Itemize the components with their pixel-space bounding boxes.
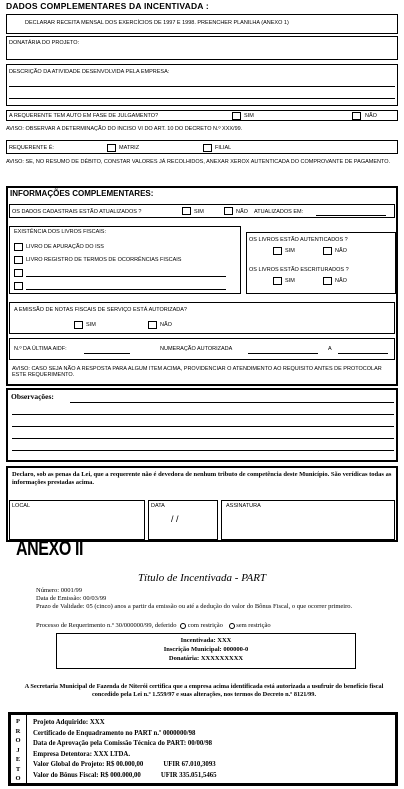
secretaria-text: A Secretaria Municipal de Fazenda de Niterói certifica que a empresa acima identificada está autorizada a usufruir do benefício fiscal concedido pela Lei n.º 1.559/97 e suas alterações, nos termos do Decreto n.º 8121/99. bbox=[24, 683, 384, 699]
descricao-label: DESCRIÇÃO DA ATIVIDADE DESENVOLVIDA PELA EMPRESA: bbox=[9, 69, 170, 75]
incentivada-box bbox=[56, 633, 356, 669]
autenticados-question: OS LIVROS ESTÃO AUTENTICADOS ? bbox=[249, 237, 348, 243]
empresa-detentora: Empresa Detentora: XXX LTDA. bbox=[33, 750, 131, 758]
existencia-livros-box bbox=[9, 226, 241, 294]
cadastrais-nao-label: NÃO bbox=[236, 209, 248, 215]
projeto-divider bbox=[26, 715, 27, 783]
filial-label: FILIAL bbox=[215, 145, 232, 151]
projeto-letter: O bbox=[15, 775, 21, 782]
anexo-data-emissao: Data de Emissão: 00/03/99 bbox=[36, 595, 107, 602]
emissao-nao-label: NÃO bbox=[160, 322, 172, 328]
emissao-box bbox=[9, 302, 395, 334]
processo-row bbox=[36, 622, 271, 629]
cadastrais-sim-checkbox[interactable] bbox=[182, 207, 191, 215]
descricao-field[interactable] bbox=[6, 64, 398, 106]
projeto-letter: E bbox=[15, 756, 21, 763]
declaracao-text: Declaro, sob as penas da Lei, que a requerente não é devedora de nenhum tributo de competência deste Município. São verídicas todas as informações prestadas acima. bbox=[12, 471, 392, 487]
aviso-2: AVISO: SE, NO RESUMO DE DÉBITO, CONSTAR VALORES JÁ RECOLHIDOS, ANEXAR XEROX AUTENTICADA DO COMPROVANTE DE PAGAMENTO. bbox=[6, 159, 391, 165]
local-label: LOCAL bbox=[12, 503, 31, 509]
anexo-title: ANEXO II bbox=[16, 538, 84, 560]
escriturados-sim-label: SIM bbox=[285, 278, 295, 284]
numeracao-a-label: A bbox=[328, 346, 332, 352]
auto-nao-checkbox[interactable] bbox=[352, 112, 361, 120]
cadastrais-row bbox=[9, 204, 395, 218]
sem-restricao-label: sem restrição bbox=[236, 622, 271, 629]
autenticados-nao-checkbox[interactable] bbox=[323, 247, 332, 255]
data-slashes: / / bbox=[171, 514, 179, 524]
escriturados-question: OS LIVROS ESTÃO ESCRITURADOS ? bbox=[249, 267, 349, 273]
autenticados-sim-label: SIM bbox=[285, 248, 295, 254]
certificado: Certificado de Enquadramento no PART n.º 0000000/98 bbox=[33, 729, 196, 737]
autenticados-nao-label: NÃO bbox=[335, 248, 347, 254]
cadastrais-question: OS DADOS CADASTRAIS ESTÃO ATUALIZADOS ? bbox=[12, 209, 142, 215]
numeracao-line-1 bbox=[248, 353, 318, 354]
livro-3-line bbox=[26, 276, 226, 277]
existencia-label: EXISTÊNCIA DOS LIVROS FISCAIS: bbox=[14, 229, 106, 235]
projeto-letter: O bbox=[15, 737, 21, 744]
valor-global: Valor Global do Projeto: R$ 00.000,00 bbox=[33, 761, 144, 769]
projeto-details bbox=[33, 718, 217, 782]
emissao-nao-checkbox[interactable] bbox=[148, 321, 157, 329]
aviso-1: AVISO: OBSERVAR A DETERMINAÇÃO DO INCISO VI DO ART. 10 DO DECRETO N.º XXX/99. bbox=[6, 126, 243, 132]
informacoes-title: INFORMAÇÕES COMPLEMENTARES: bbox=[10, 189, 154, 198]
numeracao-line-2 bbox=[338, 353, 388, 354]
projeto-box bbox=[8, 712, 398, 786]
projeto-letter: J bbox=[16, 746, 20, 754]
emissao-sim-label: SIM bbox=[86, 322, 96, 328]
aprovacao: Data de Aprovação pela Comissão Técnica do PART: 00/00/98 bbox=[33, 740, 212, 748]
local-field[interactable] bbox=[9, 500, 145, 540]
escriturados-nao-checkbox[interactable] bbox=[323, 277, 332, 285]
livro-4-line bbox=[26, 289, 226, 290]
anexo-subtitle: Título de Incentivada - PART bbox=[137, 572, 267, 584]
emissao-question: A EMISSÃO DE NOTAS FISCAIS DE SERVIÇO ESTÁ AUTORIZADA? bbox=[14, 307, 187, 313]
donataria-label: DONATÁRIA DO PROJETO: bbox=[9, 40, 80, 46]
aidf-row bbox=[9, 338, 395, 360]
ufir-2: UFIR 335.051,5465 bbox=[160, 771, 217, 779]
matriz-checkbox[interactable] bbox=[107, 144, 116, 152]
declaracao-box bbox=[6, 466, 398, 542]
observacoes-box[interactable] bbox=[6, 388, 398, 462]
emissao-sim-checkbox[interactable] bbox=[74, 321, 83, 329]
livro-3-checkbox[interactable] bbox=[14, 269, 23, 277]
assinatura-label: ASSINATURA bbox=[226, 503, 261, 509]
donataria-anexo-text: Donatária: XXXXXXXXX bbox=[168, 655, 244, 663]
filial-checkbox[interactable] bbox=[203, 144, 212, 152]
instruction-box bbox=[6, 14, 398, 34]
requerente-row bbox=[6, 140, 398, 154]
obs-line-3 bbox=[12, 426, 394, 427]
auto-julgamento-row bbox=[6, 110, 398, 121]
auto-question: A REQUERENTE TEM AUTO EM FASE DE JULGAMENTO? bbox=[9, 113, 159, 119]
projeto-letter: T bbox=[15, 765, 21, 773]
livro-4-checkbox[interactable] bbox=[14, 282, 23, 290]
cadastrais-nao-checkbox[interactable] bbox=[224, 207, 233, 215]
escriturados-sim-checkbox[interactable] bbox=[273, 277, 282, 285]
aidf-label: N.º DA ÚLTIMA AIDF: bbox=[14, 346, 67, 352]
assinatura-field[interactable] bbox=[221, 500, 395, 540]
livro-1-label: LIVRO DE APURAÇÃO DO ISS bbox=[26, 244, 104, 250]
anexo-prazo: Prazo de Validade: 05 (cinco) anos a partir da emissão ou até a dedução do valor do Bônus Fiscal, o que ocorrer primeiro. bbox=[36, 603, 353, 610]
projeto-letter: R bbox=[15, 727, 21, 735]
auto-sim-checkbox[interactable] bbox=[232, 112, 241, 120]
escriturados-nao-label: NÃO bbox=[335, 278, 347, 284]
sem-restricao-radio[interactable] bbox=[229, 623, 235, 629]
inscricao-text: Inscrição Municipal: 000000-0 bbox=[163, 646, 249, 654]
projeto-adquirido: Projeto Adquirido: XXX bbox=[33, 719, 105, 726]
projeto-letter: P bbox=[16, 718, 20, 725]
anexo-numero: Número: 0001/99 bbox=[36, 587, 83, 594]
instruction-text: DECLARAR RECEITA MENSAL DOS EXERCÍCIOS DE 1997 E 1998. PREENCHER PLANILHA (ANEXO 1) bbox=[25, 20, 289, 26]
donataria-field[interactable] bbox=[6, 36, 398, 60]
valor-bonus-row bbox=[33, 771, 217, 782]
observacoes-label: Observações: bbox=[11, 392, 54, 401]
projeto-letters bbox=[14, 717, 22, 784]
requerente-label: REQUERENTE É: bbox=[9, 145, 54, 151]
com-restricao-radio[interactable] bbox=[180, 623, 186, 629]
aidf-line bbox=[84, 353, 130, 354]
aviso-3: AVISO: CASO SEJA NÃO A RESPOSTA PARA ALGUM ITEM ACIMA, PROVIDENCIAR O ATENDIMENTO AO REQUISITO ANTES DE PROTOCOLAR ESTE REQUERIMENTO. bbox=[12, 366, 382, 379]
descricao-line-2 bbox=[9, 98, 395, 99]
page-title: DADOS COMPLEMENTARES DA INCENTIVADA : bbox=[6, 1, 209, 11]
livros-status-box bbox=[246, 232, 396, 294]
atualizados-em-line bbox=[316, 215, 386, 216]
informacoes-section bbox=[6, 186, 398, 386]
descricao-line-1 bbox=[9, 86, 395, 87]
autenticados-sim-checkbox[interactable] bbox=[273, 247, 282, 255]
obs-line-2 bbox=[12, 414, 394, 415]
auto-nao-label: NÃO bbox=[365, 113, 377, 119]
livro-2-label: LIVRO REGISTRO DE TERMOS DE OCORRÊNCIAS FISCAIS bbox=[26, 257, 182, 263]
obs-line-1 bbox=[70, 402, 394, 403]
numeracao-label: NUMERAÇÃO AUTORIZADA bbox=[160, 346, 233, 352]
incentivada-text: Incentivada: XXX bbox=[180, 637, 232, 644]
auto-sim-label: SIM bbox=[244, 113, 254, 119]
ufir-1: UFIR 67.010,3093 bbox=[163, 761, 216, 769]
obs-line-4 bbox=[12, 438, 394, 439]
com-restricao-label: com restrição bbox=[187, 622, 223, 629]
valor-global-row bbox=[33, 760, 217, 771]
processo-text: Processo de Requerimento n.º 30/000000/99, deferido bbox=[36, 622, 177, 629]
matriz-label: MATRIZ bbox=[119, 145, 140, 151]
valor-bonus: Valor do Bônus Fiscal: R$ 000.000,00 bbox=[33, 771, 141, 779]
obs-line-5 bbox=[12, 450, 394, 451]
data-field[interactable] bbox=[148, 500, 218, 540]
livro-2-checkbox[interactable] bbox=[14, 256, 23, 264]
cadastrais-sim-label: SIM bbox=[194, 209, 204, 215]
atualizados-em-label: ATUALIZADOS EM: bbox=[254, 209, 304, 215]
data-label: DATA bbox=[151, 503, 165, 509]
livro-1-checkbox[interactable] bbox=[14, 243, 23, 251]
